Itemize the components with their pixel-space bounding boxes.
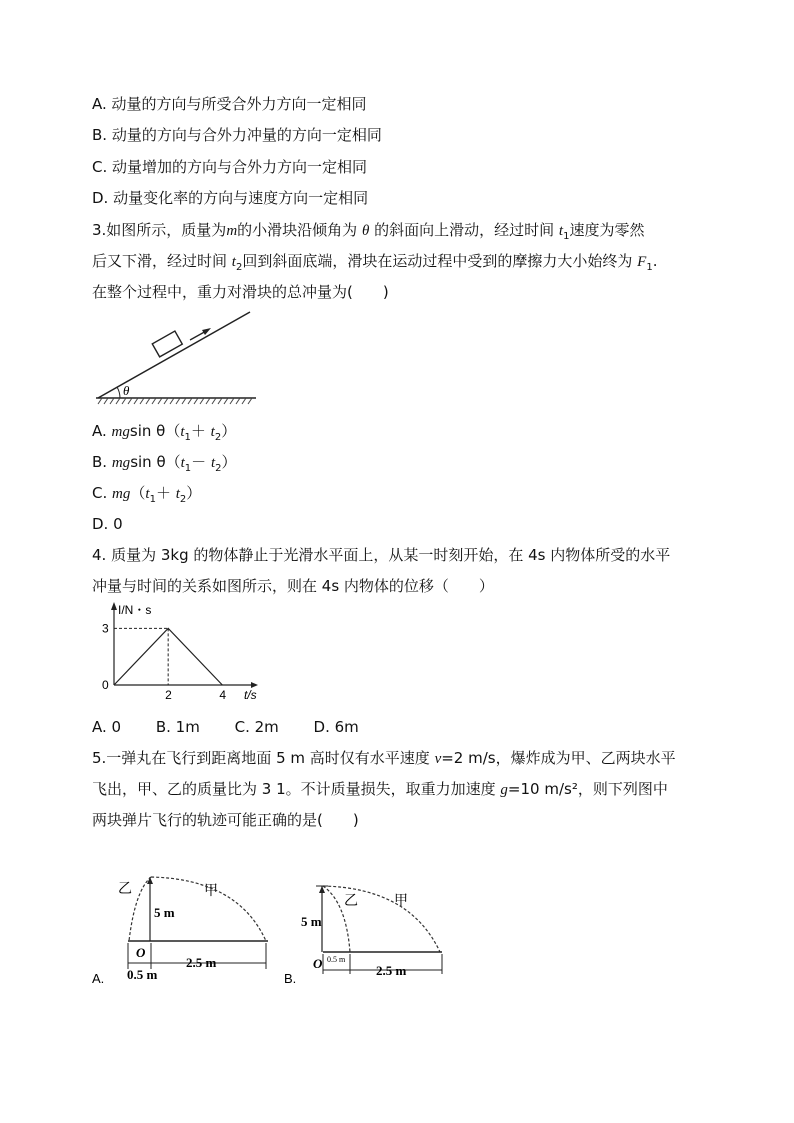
q3-option-c: C. $mg(t_1+ t_2)$: [92, 484, 202, 505]
label-jia: 甲: [204, 882, 218, 898]
label-yi: 乙: [118, 880, 132, 896]
ground-hatching: [98, 398, 252, 404]
angle-arc: [117, 387, 120, 398]
q3-stem-line3: 在整个过程中，重力对滑块的总冲量为( ): [92, 283, 389, 301]
x-tick-label: 4: [219, 688, 227, 702]
label-d2: 2.5 m: [376, 963, 407, 978]
incline-surface: [98, 312, 250, 398]
q2-option-d: D. 动量变化率的方向与速度方向一定相同: [92, 189, 369, 207]
label-origin: O: [136, 945, 146, 960]
y-tick-label: 3: [102, 621, 109, 636]
label-height: 5 m: [301, 914, 322, 929]
label-d1: 0.5 m: [327, 955, 346, 964]
figure-label-b: B.: [284, 971, 297, 986]
label-d2: 2.5 m: [186, 955, 217, 970]
q3-option-a: A. mgsin $\theta(t_1+ t_2)$: [92, 422, 237, 443]
q2-option-b: B. 动量的方向与合外力冲量的方向一定相同: [92, 126, 382, 144]
trajectory-yi: [129, 877, 151, 941]
q2-option-c: C. 动量增加的方向与合外力方向一定相同: [92, 158, 368, 176]
label-origin: O: [313, 956, 323, 971]
q3-stem-line2: 后又下滑，经过时间 $t_2$回到斜面底端，滑块在运动过程中受到的摩擦力大小始终为 $F_1$.: [92, 252, 658, 273]
y-axis-label: I/N・s: [118, 603, 152, 617]
q4-stem-line2: 冲量与时间的关系如图所示，则在 4s 内物体的位移（ ）: [92, 577, 494, 595]
velocity-arrow: [190, 328, 211, 340]
q5-stem-line3: 两块弹片飞行的轨迹可能正确的是( ): [92, 811, 359, 829]
theta-label: θ: [123, 383, 130, 398]
label-height: 5 m: [154, 905, 175, 920]
q5-stem-line1: 5.一弹丸在飞行到距离地面 5 m 高时仅有水平速度 v=2 m/s，爆炸成为甲、乙两块水平: [92, 749, 676, 767]
trajectory-figure-a: [88, 865, 278, 990]
x-tick-label: 2: [165, 688, 172, 702]
q3-stem-line1: 3.如图所示，质量为m的小滑块沿倾角为 θ 的斜面向上滑动，经过时间 $t_1$速度为零然: [92, 221, 645, 242]
q4-options: A. 0 B. 1m C. 2m D. 6m: [92, 718, 359, 736]
trajectory-figure-b: [280, 868, 460, 993]
q2-option-a: A. 动量的方向与所受合外力方向一定相同: [92, 95, 367, 113]
label-jia: 甲: [394, 892, 408, 908]
q3-option-b: B. mgsin $\theta(t_1- t_2)$: [92, 453, 237, 474]
figure-label-a: A.: [92, 971, 105, 986]
chart-labels: [102, 603, 257, 702]
series-line: [114, 628, 222, 685]
label-d1: 0.5 m: [127, 967, 158, 982]
incline-figure: [92, 310, 258, 410]
q4-stem-line1: 4. 质量为 3kg 的物体静止于光滑水平面上，从某一时刻开始，在 4s 内物体所受的水平: [92, 546, 671, 564]
impulse-time-chart: [92, 602, 262, 702]
q5-stem-line2: 飞出，甲、乙的质量比为 3 1。不计质量损失，取重力加速度 g=10 m/s²，则下列图中: [92, 780, 668, 798]
origin-label: 0: [102, 678, 109, 692]
x-axis-label: t/s: [244, 688, 257, 702]
trajectory-jia: [323, 886, 440, 952]
label-yi: 乙: [344, 892, 358, 908]
y-axis-arrow: [111, 602, 117, 610]
q3-option-d: D. 0: [92, 515, 123, 533]
chart-marks: [114, 628, 222, 685]
